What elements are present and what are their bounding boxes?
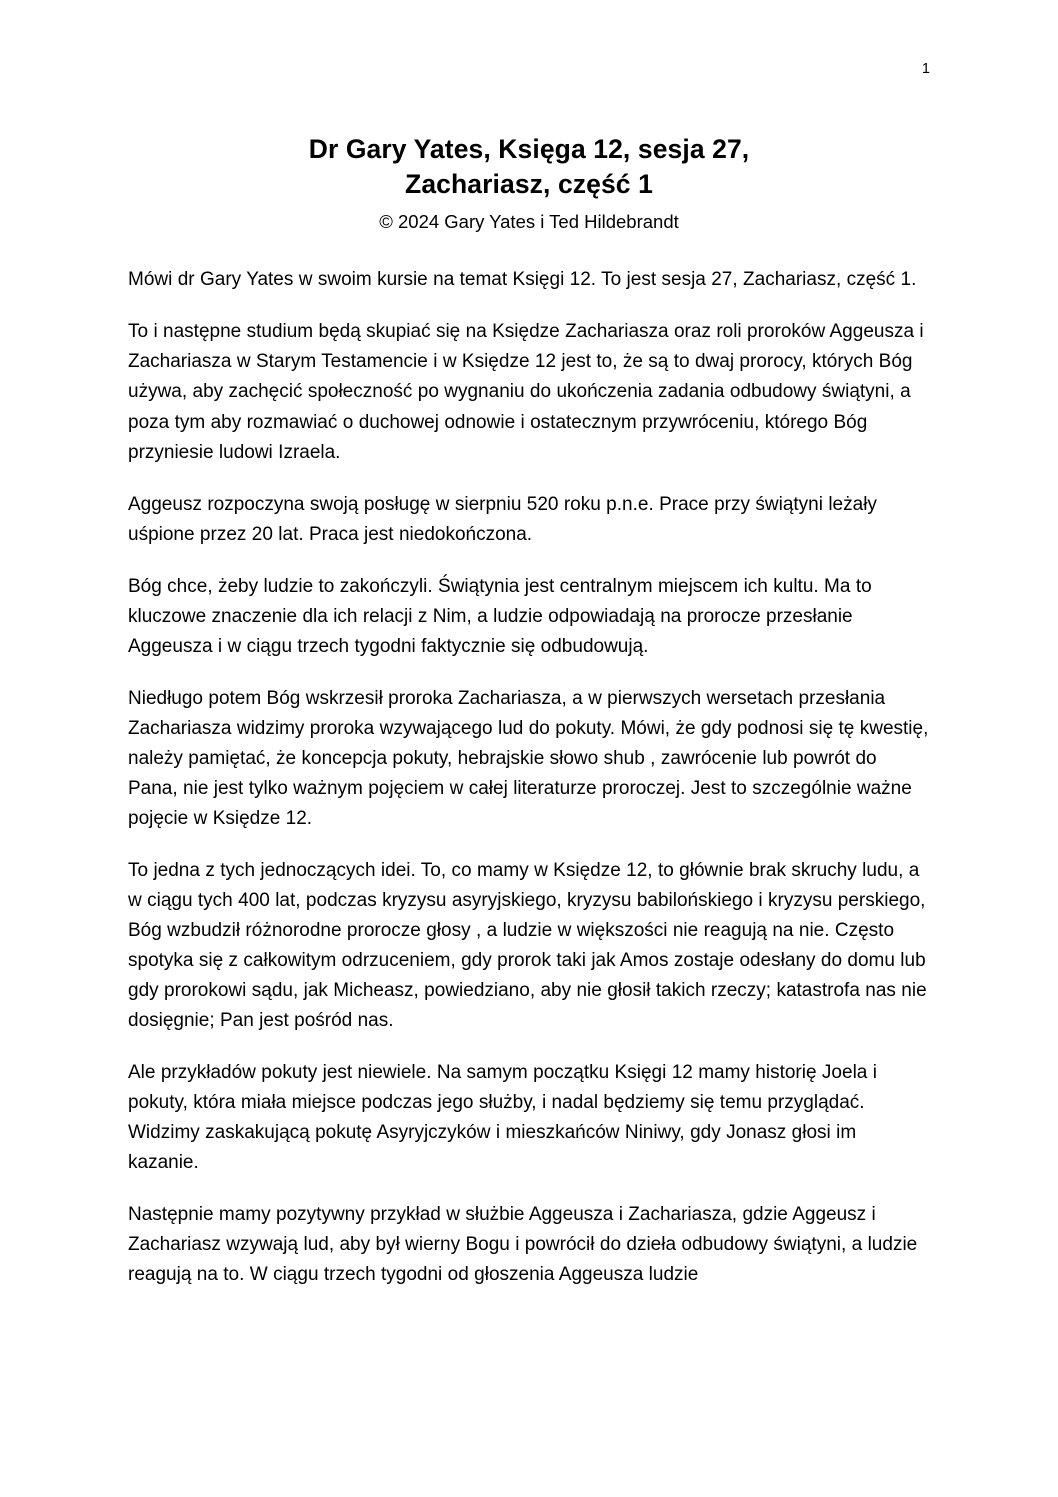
paragraph: Bóg chce, żeby ludzie to zakończyli. Świątynia jest centralnym miejscem ich kultu. Ma to kluczowe znaczenie dla ich relacji z Nim, a ludzie odpowiadają na prorocze przesłanie Aggeusza i w ciągu trzech tygodni faktycznie się odbudowują. <box>128 575 872 657</box>
paragraph: Aggeusz rozpoczyna swoją posługę w sierpniu 520 roku p.n.e. Prace przy świątyni leżały uśpione przez 20 lat. Praca jest niedokończona. <box>128 493 877 545</box>
paragraph: Ale przykładów pokuty jest niewiele. Na samym początku Księgi 12 mamy historię Joela i pokuty, która miała miejsce podczas jego służby, i nadal będziemy się temu przyglądać. Widzimy zaskakującą pokutę Asyryjczyków i mieszkańców Niniwy, gdy Jonasz głosi im kazanie. <box>128 1061 877 1173</box>
paragraph: Niedługo potem Bóg wskrzesił proroka Zachariasza, a w pierwszych wersetach przesłania Zachariasza widzimy proroka wzywającego lud do pokuty. Mówi, że gdy podnosi się tę kwestię, należy pamiętać, że koncepcja pokuty, hebrajskie słowo shub , zawrócenie lub powrót do Pana, nie jest tylko ważnym pojęciem w całej literaturze proroczej. Jest to szczególnie ważne pojęcie w Księdze 12. <box>128 687 929 829</box>
copyright-line: © 2024 Gary Yates i Ted Hildebrandt <box>379 211 679 233</box>
title-line-1: Dr Gary Yates, Księga 12, sesja 27, <box>308 134 750 164</box>
paragraph: Mówi dr Gary Yates w swoim kursie na temat Księgi 12. To jest sesja 27, Zachariasz, część 1. <box>128 269 917 291</box>
paragraph: Następnie mamy pozytywny przykład w służbie Aggeusza i Zachariasza, gdzie Aggeusz i Zachariasz wzywają lud, aby był wierny Bogu i powrócił do dzieła odbudowy świątyni, a ludzie reagują na to. W ciągu trzech tygodni od głoszenia Aggeusza ludzie <box>128 1203 918 1285</box>
paragraph: To i następne studium będą skupiać się na Księdze Zachariasza oraz roli proroków Aggeusza i Zachariasza w Starym Testamencie i w Księdze 12 jest to, że są to dwaj prorocy, których Bóg używa, aby zachęcić społeczność po wygnaniu do ukończenia zadania odbudowy świątyni, a poza tym aby rozmawiać o duchowej odnowie i ostatecznym przywróceniu, którego Bóg przyniesie ludowi Izraela. <box>128 321 924 463</box>
title-line-2: Zachariasz, część 1 <box>405 169 653 200</box>
document-body <box>128 265 930 1289</box>
page-title <box>128 132 930 202</box>
paragraph: To jedna z tych jednoczących idei. To, co mamy w Księdze 12, to głównie brak skruchy ludu, a w ciągu tych 400 lat, podczas kryzysu asyryjskiego, kryzysu babilońskiego i kryzysu perskiego, Bóg wzbudził różnorodne prorocze głosy , a ludzie w większości nie reagują na nie. Często spotyka się z całkowitym odrzuceniem, gdy prorok taki jak Amos zostaje odesłany do domu lub gdy prorokowi sądu, jak Micheasz, powiedziano, aby nie głosił takich rzeczy; katastrofa nas nie dosięgnie; Pan jest pośród nas. <box>128 859 927 1031</box>
page-number: 1 <box>921 61 930 77</box>
